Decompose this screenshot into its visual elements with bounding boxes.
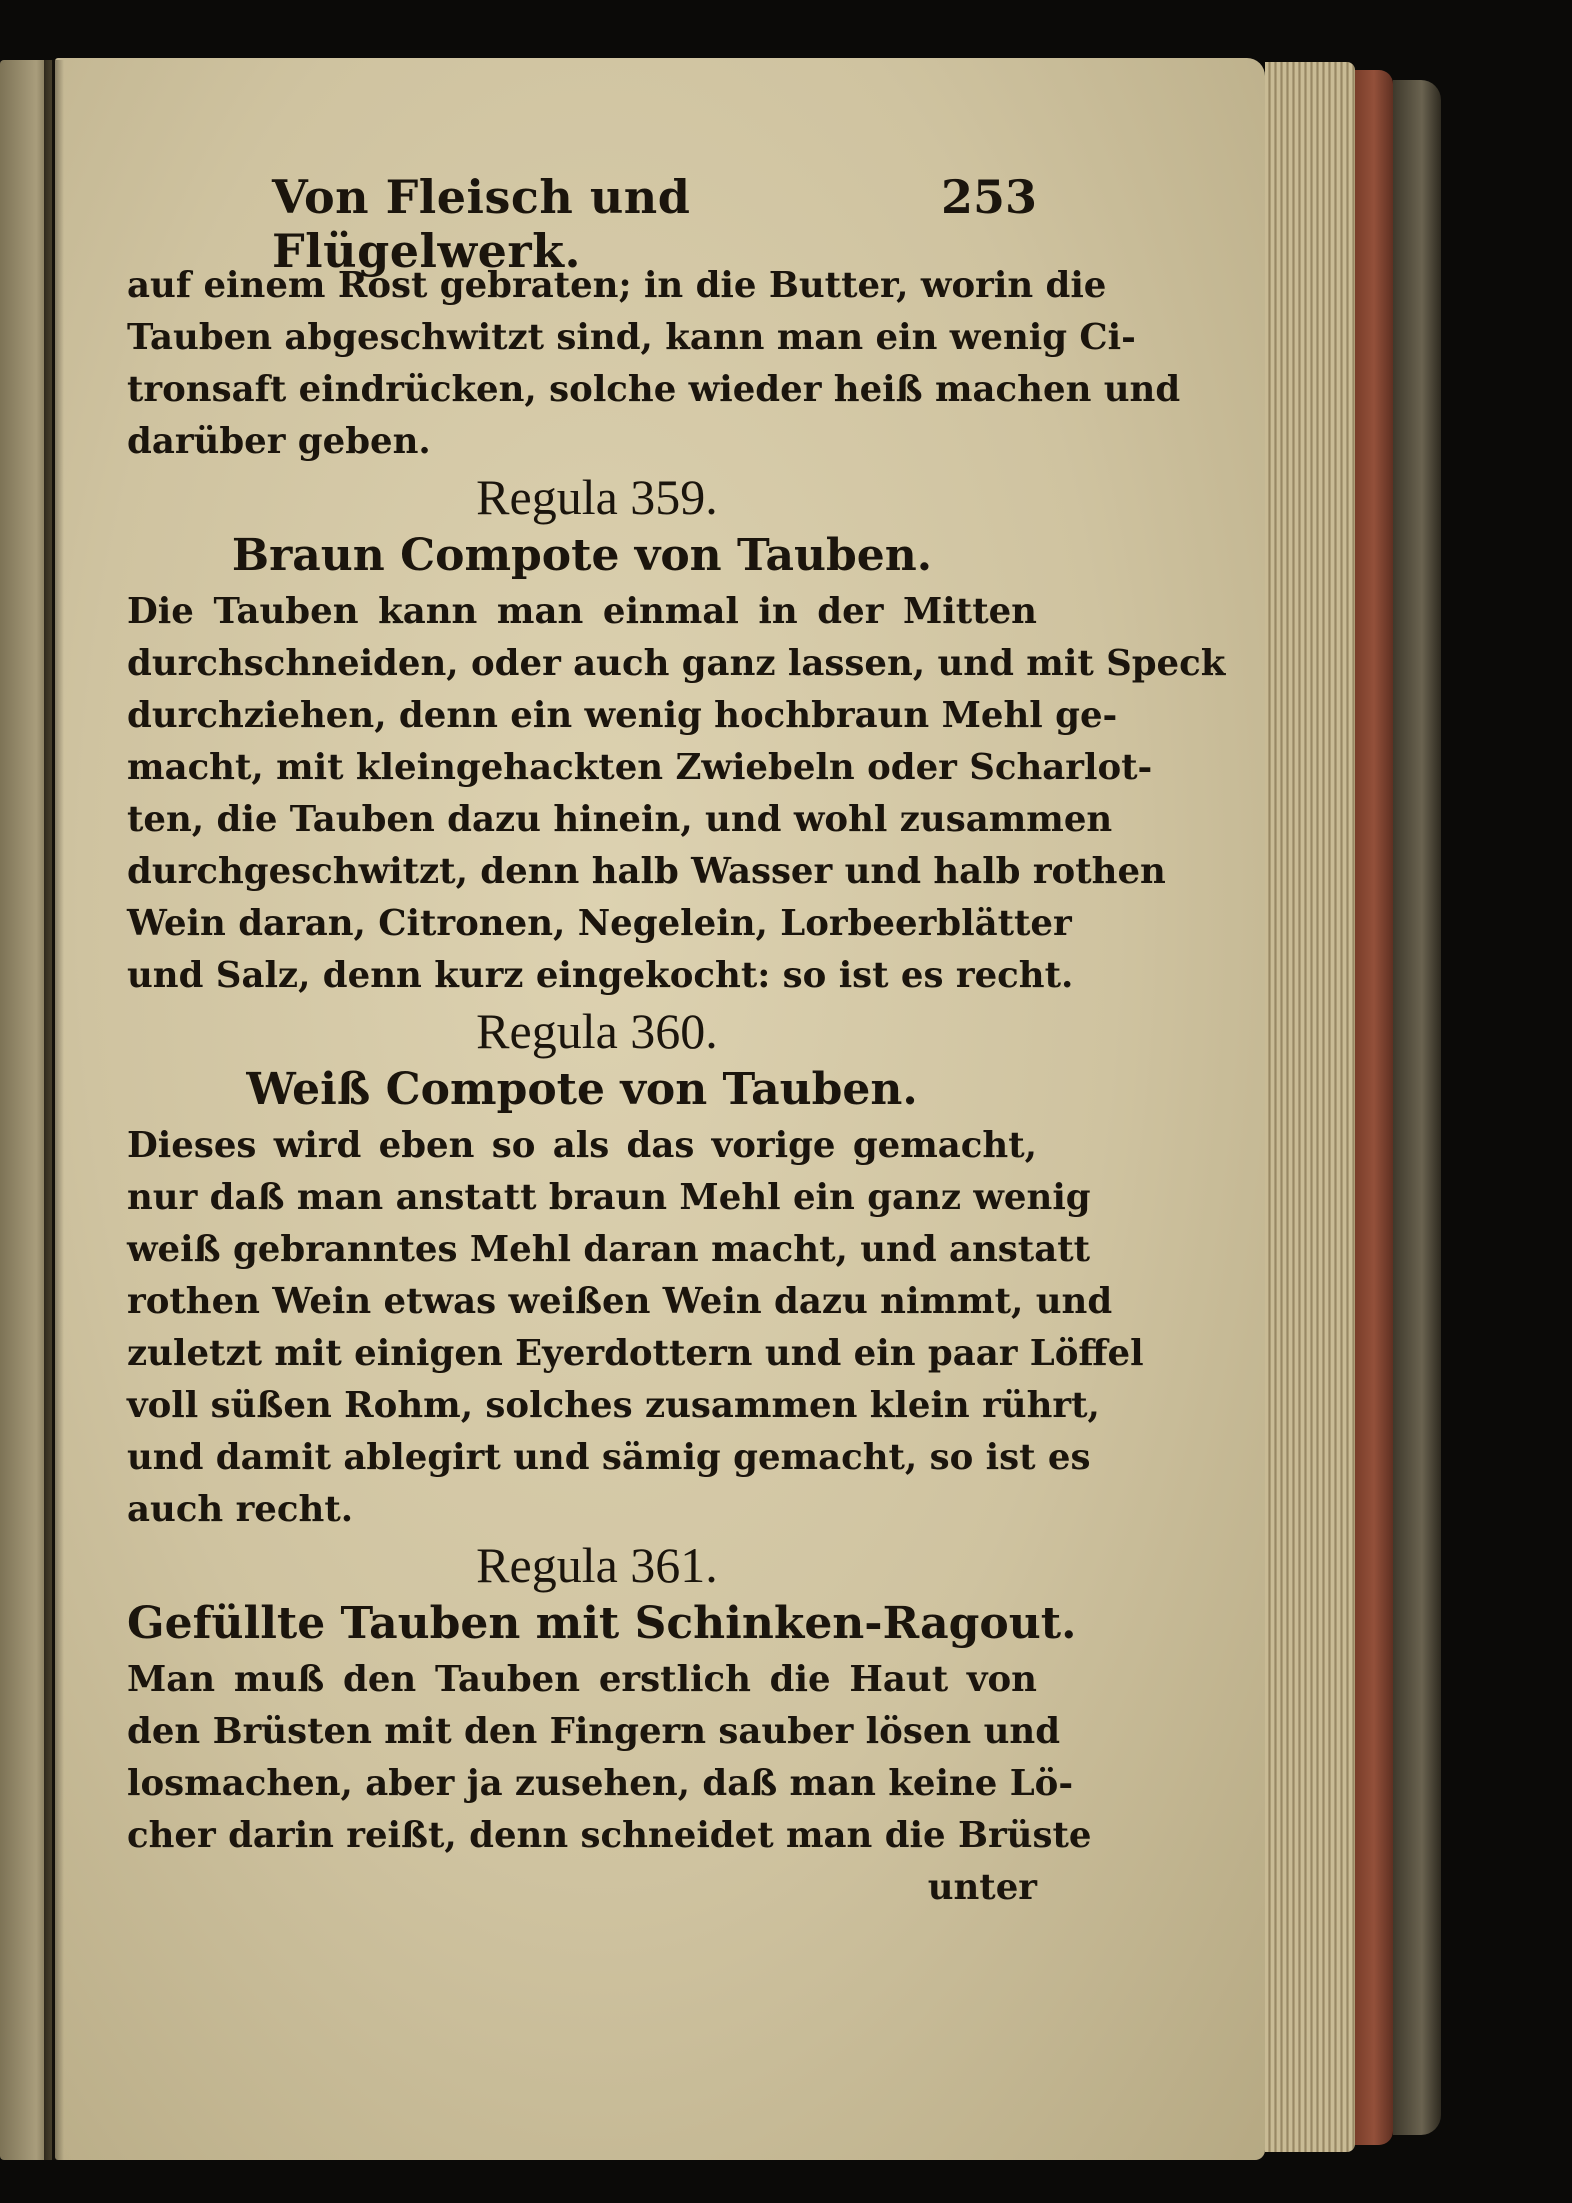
page-number: 253 xyxy=(940,170,1037,224)
text-line: cher darin reißt, denn schneidet man die Brüste xyxy=(127,1815,1092,1856)
text-line: tronsaft eindrücken, solche wieder heiß machen und xyxy=(127,369,1181,410)
text-line: Die Tauben kann man einmal in der Mitten xyxy=(127,591,1037,632)
rule-number: Regula 360. xyxy=(476,1003,718,1059)
rule-359 xyxy=(127,468,1226,1002)
text-line: darüber geben. xyxy=(127,421,431,462)
text-line: auch recht. xyxy=(127,1489,354,1530)
rule-title: Weiß Compote von Tauben. xyxy=(246,1064,918,1115)
text-line: den Brüsten mit den Fingern sauber lösen und xyxy=(127,1711,1061,1752)
page-edges xyxy=(1265,62,1355,2152)
text-block xyxy=(127,170,1226,1914)
red-page-edges xyxy=(1355,70,1393,2145)
text-line: weiß gebranntes Mehl daran macht, und anstatt xyxy=(127,1229,1090,1270)
rule-title: Braun Compote von Tauben. xyxy=(231,530,933,581)
text-line: Tauben abgeschwitzt sind, kann man ein wenig Ci- xyxy=(127,317,1136,358)
text-line: zuletzt mit einigen Eyerdottern und ein paar Löffel xyxy=(127,1333,1144,1374)
text-line: losmachen, aber ja zusehen, daß man keine Lö- xyxy=(127,1763,1074,1804)
rule-361 xyxy=(127,1536,1092,1862)
text-line: und damit ablegirt und sämig gemacht, so ist es xyxy=(127,1437,1091,1478)
text-line: macht, mit kleingehackten Zwiebeln oder Scharlot- xyxy=(127,747,1153,788)
text-line: Wein daran, Citronen, Negelein, Lorbeerblätter xyxy=(127,903,1072,944)
rule-title: Gefüllte Tauben mit Schinken-Ragout. xyxy=(127,1598,1077,1649)
running-title: Von Fleisch und Flügelwerk. xyxy=(272,170,691,278)
text-line: Dieses wird eben so als das vorige gemacht, xyxy=(127,1125,1037,1166)
text-line: durchziehen, denn ein wenig hochbraun Mehl ge- xyxy=(127,695,1118,736)
rule-number: Regula 361. xyxy=(476,1537,718,1593)
rule-number: Regula 359. xyxy=(476,469,718,525)
text-line: ten, die Tauben dazu hinein, und wohl zusammen xyxy=(127,799,1113,840)
text-line: nur daß man anstatt braun Mehl ein ganz wenig xyxy=(127,1177,1091,1218)
catchword: unter xyxy=(927,1867,1037,1908)
text-line: und Salz, denn kurz eingekocht: so ist es recht. xyxy=(127,955,1074,996)
text-line: voll süßen Rohm, solches zusammen klein rührt, xyxy=(127,1385,1100,1426)
text-line: durchschneiden, oder auch ganz lassen, und mit Speck xyxy=(127,643,1226,684)
running-header xyxy=(127,170,1037,278)
text-line: auf einem Rost gebraten; in die Butter, worin die xyxy=(127,265,1107,306)
gutter-shadow xyxy=(44,60,64,2160)
rule-360 xyxy=(127,1002,1144,1536)
book-cover-edge xyxy=(1393,80,1441,2135)
text-line: rothen Wein etwas weißen Wein dazu nimmt, und xyxy=(127,1281,1113,1322)
text-line: Man muß den Tauben erstlich die Haut von xyxy=(127,1659,1037,1700)
intro-paragraph xyxy=(127,260,1181,468)
text-line: durchgeschwitzt, denn halb Wasser und halb rothen xyxy=(127,851,1166,892)
